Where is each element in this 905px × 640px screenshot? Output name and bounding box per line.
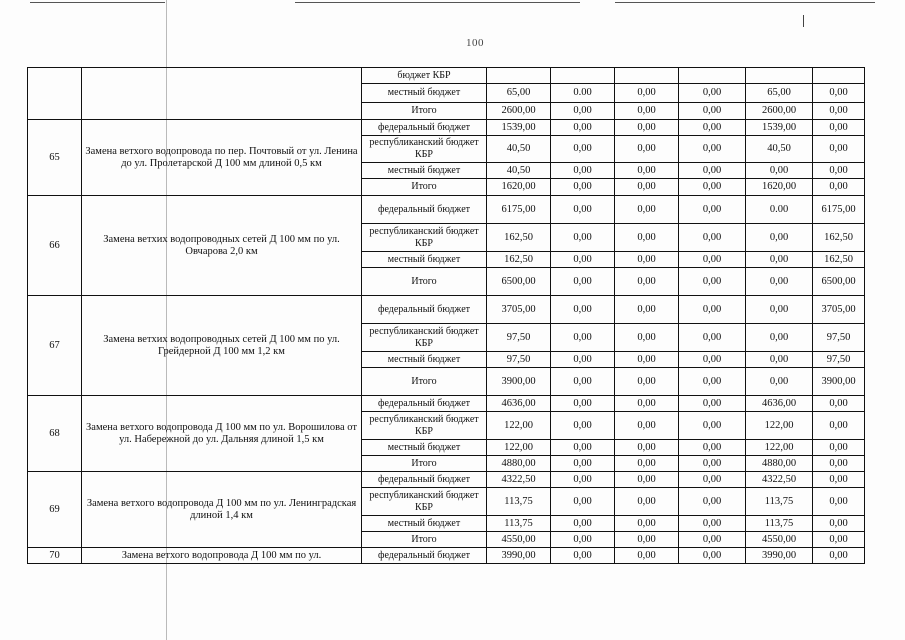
funding-source: республиканский бюджет КБР bbox=[362, 324, 487, 352]
funding-source: Итого bbox=[362, 268, 487, 296]
amount-cell: 0,00 bbox=[813, 103, 865, 120]
scan-top-line-2 bbox=[295, 2, 580, 3]
amount-cell: 0,00 bbox=[746, 368, 813, 396]
amount-cell: 0,00 bbox=[551, 456, 615, 472]
amount-cell: 0,00 bbox=[746, 324, 813, 352]
amount-cell: 0,00 bbox=[679, 412, 746, 440]
funding-source: местный бюджет bbox=[362, 516, 487, 532]
amount-cell: 0,00 bbox=[551, 163, 615, 179]
amount-cell: 3705,00 bbox=[813, 296, 865, 324]
amount-cell: 0,00 bbox=[813, 412, 865, 440]
amount-cell: 0,00 bbox=[615, 472, 679, 488]
amount-cell: 0,00 bbox=[615, 352, 679, 368]
amount-cell: 0,00 bbox=[813, 532, 865, 548]
funding-source: местный бюджет bbox=[362, 163, 487, 179]
amount-cell: 0,00 bbox=[813, 136, 865, 163]
amount-cell: 0,00 bbox=[679, 532, 746, 548]
funding-source: федеральный бюджет bbox=[362, 396, 487, 412]
amount-cell: 3990,00 bbox=[746, 548, 813, 564]
amount-cell: 0,00 bbox=[679, 120, 746, 136]
item-number: 65 bbox=[28, 120, 82, 196]
amount-cell: 0,00 bbox=[615, 224, 679, 252]
table-row bbox=[28, 196, 865, 224]
item-number: 68 bbox=[28, 396, 82, 472]
amount-cell: 0,00 bbox=[813, 548, 865, 564]
amount-cell: 0,00 bbox=[615, 440, 679, 456]
funding-source: Итого bbox=[362, 532, 487, 548]
amount-cell: 6175,00 bbox=[813, 196, 865, 224]
amount-cell: 0,00 bbox=[746, 163, 813, 179]
amount-cell: 3900,00 bbox=[487, 368, 551, 396]
amount-cell: 4636,00 bbox=[487, 396, 551, 412]
funding-source: местный бюджет bbox=[362, 352, 487, 368]
amount-cell: 0,00 bbox=[615, 456, 679, 472]
table-row bbox=[28, 296, 865, 324]
work-description bbox=[82, 68, 362, 120]
amount-cell: 0,00 bbox=[551, 196, 615, 224]
amount-cell: 0,00 bbox=[615, 84, 679, 103]
amount-cell: 0,00 bbox=[615, 532, 679, 548]
amount-cell: 0,00 bbox=[615, 268, 679, 296]
amount-cell: 6175,00 bbox=[487, 196, 551, 224]
amount-cell: 4550,00 bbox=[746, 532, 813, 548]
amount-cell: 162,50 bbox=[487, 224, 551, 252]
amount-cell: 6500,00 bbox=[487, 268, 551, 296]
amount-cell: 0,00 bbox=[679, 472, 746, 488]
amount-cell: 0,00 bbox=[551, 179, 615, 196]
amount-cell: 0,00 bbox=[615, 296, 679, 324]
amount-cell: 0,00 bbox=[551, 412, 615, 440]
funding-source: местный бюджет bbox=[362, 440, 487, 456]
funding-source: местный бюджет bbox=[362, 252, 487, 268]
item-number: 67 bbox=[28, 296, 82, 396]
amount-cell: 122,00 bbox=[487, 412, 551, 440]
funding-source: федеральный бюджет bbox=[362, 120, 487, 136]
amount-cell: 0,00 bbox=[615, 103, 679, 120]
work-description: Замена ветхих водопроводных сетей Д 100 мм по ул. Овчарова 2,0 км bbox=[82, 196, 362, 296]
item-number: 66 bbox=[28, 196, 82, 296]
amount-cell: 0,00 bbox=[746, 352, 813, 368]
scan-mark bbox=[803, 15, 804, 27]
amount-cell: 0,00 bbox=[746, 296, 813, 324]
amount-cell: 97,50 bbox=[813, 352, 865, 368]
amount-cell: 0,00 bbox=[615, 163, 679, 179]
amount-cell: 0,00 bbox=[679, 396, 746, 412]
amount-cell: 1539,00 bbox=[746, 120, 813, 136]
amount-cell: 0,00 bbox=[551, 368, 615, 396]
amount-cell bbox=[813, 68, 865, 84]
amount-cell: 1620,00 bbox=[746, 179, 813, 196]
amount-cell: 0,00 bbox=[615, 136, 679, 163]
funding-source: местный бюджет bbox=[362, 84, 487, 103]
amount-cell: 40,50 bbox=[487, 163, 551, 179]
amount-cell: 4636,00 bbox=[746, 396, 813, 412]
amount-cell: 97,50 bbox=[487, 352, 551, 368]
amount-cell: 0,00 bbox=[615, 324, 679, 352]
amount-cell: 40,50 bbox=[487, 136, 551, 163]
page-number: 100 bbox=[466, 37, 484, 49]
amount-cell: 0,00 bbox=[813, 396, 865, 412]
budget-table-body bbox=[28, 68, 865, 564]
amount-cell bbox=[746, 68, 813, 84]
amount-cell: 113,75 bbox=[746, 488, 813, 516]
amount-cell: 0,00 bbox=[615, 488, 679, 516]
amount-cell: 0,00 bbox=[551, 472, 615, 488]
amount-cell: 0,00 bbox=[551, 516, 615, 532]
work-description: Замена ветхого водопровода Д 100 мм по ул. Ворошилова от ул. Набережной до ул. Дальняя длиной 1,5 км bbox=[82, 396, 362, 472]
amount-cell: 0,00 bbox=[813, 488, 865, 516]
amount-cell: 0,00 bbox=[679, 84, 746, 103]
amount-cell: 0,00 bbox=[679, 163, 746, 179]
funding-source: федеральный бюджет bbox=[362, 196, 487, 224]
amount-cell: 65,00 bbox=[487, 84, 551, 103]
amount-cell: 0,00 bbox=[679, 548, 746, 564]
amount-cell: 122,00 bbox=[487, 440, 551, 456]
table-row bbox=[28, 68, 865, 84]
funding-source: республиканский бюджет КБР bbox=[362, 488, 487, 516]
amount-cell: 4550,00 bbox=[487, 532, 551, 548]
amount-cell: 0,00 bbox=[551, 396, 615, 412]
amount-cell: 0,00 bbox=[679, 440, 746, 456]
amount-cell: 0,00 bbox=[551, 440, 615, 456]
amount-cell: 4322,50 bbox=[746, 472, 813, 488]
amount-cell bbox=[487, 68, 551, 84]
amount-cell: 0,00 bbox=[813, 163, 865, 179]
funding-source: Итого bbox=[362, 368, 487, 396]
amount-cell: 0,00 bbox=[615, 179, 679, 196]
amount-cell: 0,00 bbox=[551, 120, 615, 136]
amount-cell: 0,00 bbox=[813, 84, 865, 103]
work-description: Замена ветхого водопровода по пер. Почтовый от ул. Ленина до ул. Пролетарской Д 100 мм длиной 0,5 км bbox=[82, 120, 362, 196]
amount-cell: 162,50 bbox=[813, 224, 865, 252]
funding-source: Итого bbox=[362, 103, 487, 120]
amount-cell: 0,00 bbox=[679, 488, 746, 516]
amount-cell: 0,00 bbox=[679, 456, 746, 472]
amount-cell: 0,00 bbox=[813, 472, 865, 488]
amount-cell: 113,75 bbox=[746, 516, 813, 532]
amount-cell: 113,75 bbox=[487, 488, 551, 516]
amount-cell: 0,00 bbox=[746, 268, 813, 296]
funding-source: республиканский бюджет КБР bbox=[362, 412, 487, 440]
amount-cell: 0,00 bbox=[679, 324, 746, 352]
amount-cell: 0,00 bbox=[615, 548, 679, 564]
table-row bbox=[28, 472, 865, 488]
amount-cell bbox=[551, 68, 615, 84]
amount-cell: 0,00 bbox=[679, 224, 746, 252]
amount-cell: 0,00 bbox=[813, 456, 865, 472]
amount-cell: 0,00 bbox=[551, 532, 615, 548]
amount-cell: 0,00 bbox=[679, 252, 746, 268]
amount-cell: 0,00 bbox=[813, 120, 865, 136]
amount-cell: 4880,00 bbox=[746, 456, 813, 472]
amount-cell: 97,50 bbox=[813, 324, 865, 352]
amount-cell: 0,00 bbox=[679, 179, 746, 196]
amount-cell: 0,00 bbox=[746, 252, 813, 268]
funding-source: республиканский бюджет КБР bbox=[362, 136, 487, 163]
amount-cell: 0,00 bbox=[551, 352, 615, 368]
amount-cell: 162,50 bbox=[487, 252, 551, 268]
funding-source: Итого bbox=[362, 456, 487, 472]
funding-source: федеральный бюджет bbox=[362, 548, 487, 564]
amount-cell: 0,00 bbox=[551, 136, 615, 163]
item-number bbox=[28, 68, 82, 120]
amount-cell: 0,00 bbox=[813, 516, 865, 532]
amount-cell: 0,00 bbox=[679, 103, 746, 120]
amount-cell: 4880,00 bbox=[487, 456, 551, 472]
amount-cell: 0,00 bbox=[551, 548, 615, 564]
amount-cell: 3990,00 bbox=[487, 548, 551, 564]
funding-source: федеральный бюджет bbox=[362, 472, 487, 488]
amount-cell: 0,00 bbox=[551, 296, 615, 324]
amount-cell: 0,00 bbox=[615, 516, 679, 532]
funding-source: федеральный бюджет bbox=[362, 296, 487, 324]
amount-cell: 0.00 bbox=[551, 84, 615, 103]
amount-cell: 1539,00 bbox=[487, 120, 551, 136]
amount-cell: 0.00 bbox=[746, 196, 813, 224]
amount-cell: 0,00 bbox=[551, 103, 615, 120]
amount-cell: 1620,00 bbox=[487, 179, 551, 196]
amount-cell: 4322,50 bbox=[487, 472, 551, 488]
work-description: Замена ветхого водопровода Д 100 мм по ул. bbox=[82, 548, 362, 564]
amount-cell: 0,00 bbox=[615, 368, 679, 396]
amount-cell: 113,75 bbox=[487, 516, 551, 532]
amount-cell: 0,00 bbox=[679, 136, 746, 163]
amount-cell: 0,00 bbox=[679, 352, 746, 368]
funding-source: бюджет КБР bbox=[362, 68, 487, 84]
work-description: Замена ветхого водопровода Д 100 мм по ул. Ленинградская длиной 1,4 км bbox=[82, 472, 362, 548]
amount-cell: 0,00 bbox=[551, 324, 615, 352]
amount-cell: 65,00 bbox=[746, 84, 813, 103]
amount-cell: 0,00 bbox=[615, 196, 679, 224]
amount-cell: 0,00 bbox=[615, 252, 679, 268]
amount-cell bbox=[679, 68, 746, 84]
item-number: 70 bbox=[28, 548, 82, 564]
amount-cell: 0,00 bbox=[615, 412, 679, 440]
amount-cell: 0,00 bbox=[615, 396, 679, 412]
table-row bbox=[28, 120, 865, 136]
amount-cell: 0,00 bbox=[746, 224, 813, 252]
amount-cell: 0,00 bbox=[679, 196, 746, 224]
amount-cell: 3900,00 bbox=[813, 368, 865, 396]
amount-cell: 0,00 bbox=[813, 179, 865, 196]
amount-cell: 97,50 bbox=[487, 324, 551, 352]
amount-cell: 122,00 bbox=[746, 440, 813, 456]
amount-cell: 2600,00 bbox=[746, 103, 813, 120]
amount-cell: 0,00 bbox=[679, 368, 746, 396]
budget-table bbox=[27, 67, 865, 564]
scan-top-line-3 bbox=[615, 2, 875, 3]
amount-cell: 162,50 bbox=[813, 252, 865, 268]
funding-source: Итого bbox=[362, 179, 487, 196]
amount-cell: 122,00 bbox=[746, 412, 813, 440]
amount-cell: 0,00 bbox=[679, 268, 746, 296]
amount-cell: 2600,00 bbox=[487, 103, 551, 120]
amount-cell: 0,00 bbox=[551, 224, 615, 252]
amount-cell: 40,50 bbox=[746, 136, 813, 163]
amount-cell: 0,00 bbox=[813, 440, 865, 456]
amount-cell: 6500,00 bbox=[813, 268, 865, 296]
scan-top-line-1 bbox=[30, 2, 165, 3]
amount-cell: 0,00 bbox=[551, 252, 615, 268]
funding-source: республиканский бюджет КБР bbox=[362, 224, 487, 252]
amount-cell: 3705,00 bbox=[487, 296, 551, 324]
amount-cell bbox=[615, 68, 679, 84]
amount-cell: 0,00 bbox=[551, 268, 615, 296]
amount-cell: 0,00 bbox=[551, 488, 615, 516]
work-description: Замена ветхих водопроводных сетей Д 100 мм по ул. Грейдерной Д 100 мм 1,2 км bbox=[82, 296, 362, 396]
amount-cell: 0,00 bbox=[679, 516, 746, 532]
table-row bbox=[28, 548, 865, 564]
item-number: 69 bbox=[28, 472, 82, 548]
table-row bbox=[28, 396, 865, 412]
amount-cell: 0,00 bbox=[615, 120, 679, 136]
amount-cell: 0,00 bbox=[679, 296, 746, 324]
